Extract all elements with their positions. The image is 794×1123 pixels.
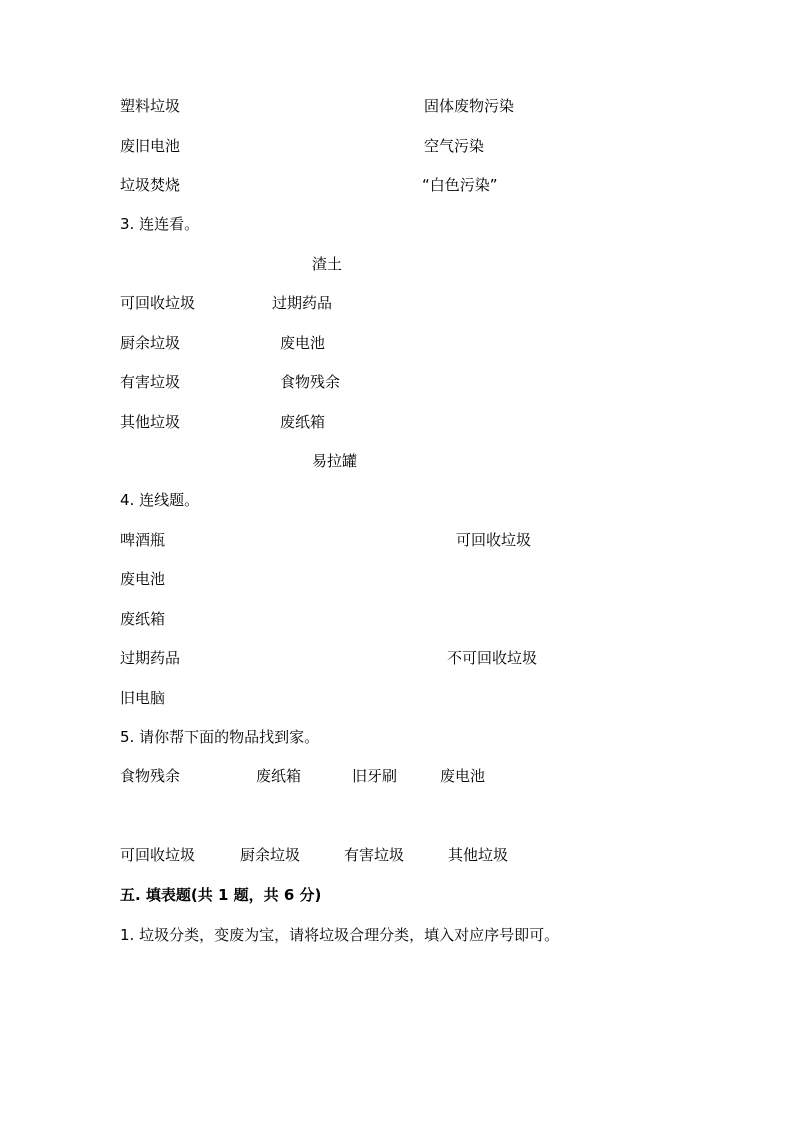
q5-title: 5. 请你帮下面的物品找到家。: [120, 728, 320, 746]
q2-left-item: 废旧电池: [120, 137, 181, 155]
q4-left-item: 啤酒瓶: [120, 531, 166, 549]
q5-item: 食物残余: [120, 767, 181, 785]
q5-bin: 有害垃圾: [344, 846, 405, 864]
q5-bin: 厨余垃圾: [240, 846, 301, 864]
q4-left-item: 废电池: [120, 570, 166, 588]
q2-right-item: 空气污染: [424, 137, 485, 155]
q3-middle-item: 食物残余: [280, 373, 341, 391]
q3-middle-item: 废电池: [280, 334, 326, 352]
q3-left-item: 厨余垃圾: [120, 334, 181, 352]
q5-item: 废电池: [440, 767, 486, 785]
q5-bin: 其他垃圾: [448, 846, 509, 864]
q5-bin: 可回收垃圾: [120, 846, 196, 864]
q3-left-item: 有害垃圾: [120, 373, 181, 391]
q3-middle-item: 渣土: [312, 255, 343, 273]
q3-middle-item: 废纸箱: [280, 413, 326, 431]
q2-right-item: “白色污染”: [422, 176, 498, 194]
section-heading: 五. 填表题(共 1 题，共 6 分): [120, 886, 322, 904]
q4-right-item: 可回收垃圾: [456, 531, 532, 549]
q4-title: 4. 连线题。: [120, 491, 200, 509]
q5-item: 废纸箱: [256, 767, 302, 785]
q4-left-item: 废纸箱: [120, 610, 166, 628]
q4-left-item: 旧电脑: [120, 689, 166, 707]
q2-left-item: 塑料垃圾: [120, 97, 181, 115]
section-question: 1. 垃圾分类，变废为宝，请将垃圾合理分类，填入对应序号即可。: [120, 926, 560, 944]
q5-item: 旧牙刷: [352, 767, 398, 785]
q3-middle-item: 易拉罐: [312, 452, 358, 470]
q4-left-item: 过期药品: [120, 649, 181, 667]
q2-right-item: 固体废物污染: [424, 97, 515, 115]
q3-title: 3. 连连看。: [120, 215, 200, 233]
q3-left-item: 可回收垃圾: [120, 294, 196, 312]
q2-left-item: 垃圾焚烧: [120, 176, 181, 194]
q4-right-item: 不可回收垃圾: [447, 649, 538, 667]
q3-middle-item: 过期药品: [272, 294, 333, 312]
q3-left-item: 其他垃圾: [120, 413, 181, 431]
